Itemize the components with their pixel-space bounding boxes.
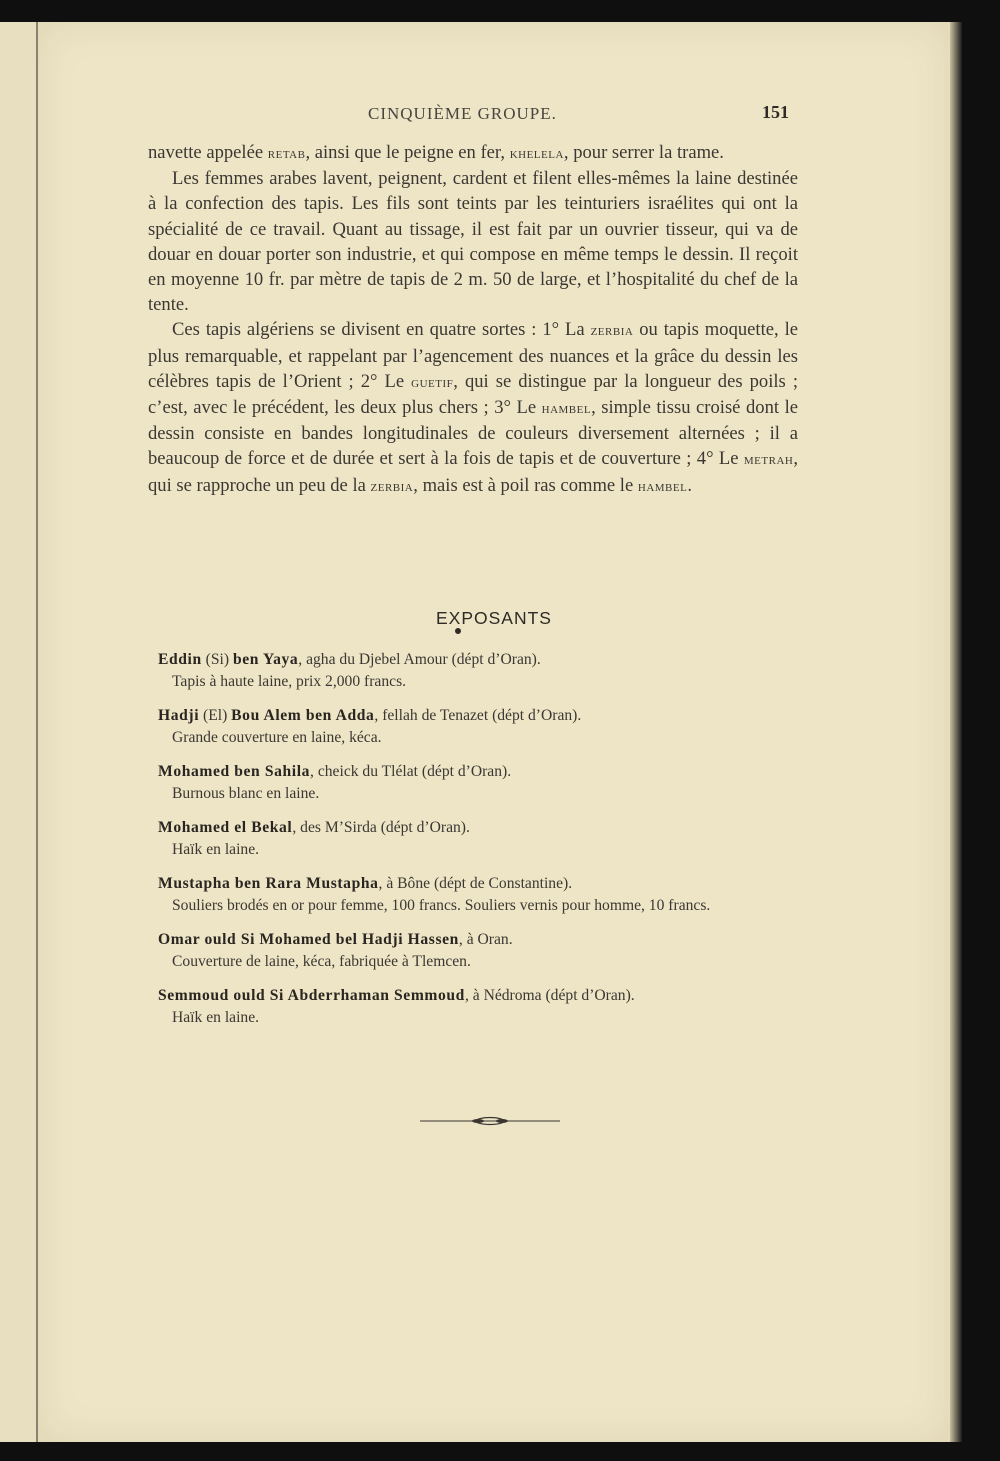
facing-page-edge	[0, 22, 38, 1442]
exhibitor-entry	[158, 648, 818, 693]
text-run: , ainsi que le peigne en fer,	[305, 142, 510, 163]
exhibitor-location: , à Nédroma (dépt d’Oran).	[464, 987, 635, 1004]
exhibitor-location: , à Oran.	[458, 931, 513, 948]
paragraph-3	[148, 317, 798, 498]
text-run: ou tapis moquette, le plus remarquable, et rappelant par l’agencement des nuances et la grâce du dessin les célèbres tapis de l’Orient ; 2° Le	[148, 319, 798, 392]
exhibitor-description: Tapis à haute laine, prix 2,000 francs.	[172, 673, 407, 690]
text-run: , qui se distingue par la longueur des poils ; c’est, avec le précédent, les deux plus chers ; 3° Le	[148, 370, 798, 419]
text-run: navette appelée	[148, 142, 268, 163]
exhibitor-entry	[158, 984, 818, 1029]
exhibitor-description: Haïk en laine.	[172, 1009, 260, 1026]
exhibitor-entry	[158, 928, 818, 973]
book-page	[38, 22, 950, 1442]
section-title: EXPOSANTS	[436, 608, 552, 628]
term-metrah: metrah	[743, 451, 794, 469]
term-hambel: hambel	[541, 400, 592, 418]
exhibitor-name: Eddin	[158, 651, 202, 668]
exhibitor-description: Haïk en laine.	[172, 841, 260, 858]
text-run: .	[687, 474, 692, 496]
exhibitor-name: Mohamed el Bekal	[158, 819, 293, 836]
exhibitor-entry	[158, 816, 818, 861]
exhibitor-title: (Si)	[201, 651, 233, 668]
exhibitor-name: Hadji	[158, 707, 200, 724]
exhibitor-location: , des M’Sirda (dépt d’Oran).	[292, 819, 470, 836]
exhibitor-location: , cheick du Tlélat (dépt d’Oran).	[310, 763, 512, 780]
text-run: , pour serrer la trame.	[563, 142, 724, 163]
page-header	[38, 104, 950, 128]
term-zerbia: zerbia	[370, 477, 414, 495]
paragraph-1	[148, 140, 798, 166]
running-title: CINQUIÈME GROUPE.	[368, 104, 557, 123]
text-run: , qui se rapproche un peu de la	[148, 448, 798, 496]
term-guetif: guetif	[411, 373, 454, 391]
exhibitor-description: Souliers brodés en or pour femme, 100 francs. Souliers vernis pour homme, 10 francs.	[172, 897, 711, 914]
text-run: , mais est à poil ras comme le	[413, 474, 638, 496]
page-edge-shadow	[950, 22, 962, 1442]
section-dot	[455, 628, 461, 634]
exhibitor-location: , à Bône (dépt de Constantine).	[378, 875, 573, 892]
exhibitor-location: , agha du Djebel Amour (dépt d’Oran).	[298, 651, 541, 668]
body-text	[148, 140, 798, 499]
text-run: Ces tapis algériens se divisent en quatre sortes : 1° La	[172, 319, 591, 341]
exhibitor-entry	[158, 704, 818, 749]
term-hambel: hambel	[637, 477, 688, 495]
exhibitor-name: ben Yaya	[232, 651, 299, 668]
exhibitor-name: Semmoud ould Si Abderrhaman Semmoud	[158, 987, 465, 1004]
exhibitor-description: Grande couverture en laine, kéca.	[172, 729, 382, 746]
tail-ornament-icon	[420, 1115, 560, 1127]
page-number: 151	[762, 102, 789, 122]
term-khelela: khelela	[509, 145, 564, 162]
term-zerbia: zerbia	[590, 322, 634, 340]
exhibitor-entry	[158, 872, 818, 917]
exhibitor-list	[158, 648, 818, 1040]
exhibitor-description: Burnous blanc en laine.	[172, 785, 320, 802]
term-retab: retab	[267, 145, 306, 162]
exhibitor-name: Omar ould Si Mohamed bel Hadji Hassen	[158, 931, 459, 948]
paragraph-2: Les femmes arabes lavent, peignent, cardent et filent elles-mêmes la laine destinée à la confection des tapis. Les fils sont teints par les teinturiers israélites qui ont la spécialité de ce travail. Quant au tissage, il est fait par un ouvrier tisseur, qui va de douar en douar porter son industrie, et qui compose en même temps le dessin. Il reçoit en moyenne 10 fr. par mètre de tapis de 2 m. 50 de large, et l’hospitalité du chef de la tente.	[148, 168, 798, 316]
text-run: , simple tissu croisé dont le dessin consiste en bandes longitudinales de couleurs diversement alternées ; il a beaucoup de force et de durée et sert à la fois de tapis et de couverture ; 4° Le	[148, 397, 798, 470]
exhibitor-title: (El)	[199, 707, 232, 724]
exhibitor-location: , fellah de Tenazet (dépt d’Oran).	[374, 707, 582, 724]
exhibitor-entry	[158, 760, 818, 805]
exhibitor-name: Bou Alem ben Adda	[231, 707, 375, 724]
exhibitor-name: Mohamed ben Sahila	[158, 763, 311, 780]
exhibitor-name: Mustapha ben Rara Mustapha	[158, 875, 379, 892]
exhibitor-description: Couverture de laine, kéca, fabriquée à Tlemcen.	[172, 953, 471, 970]
